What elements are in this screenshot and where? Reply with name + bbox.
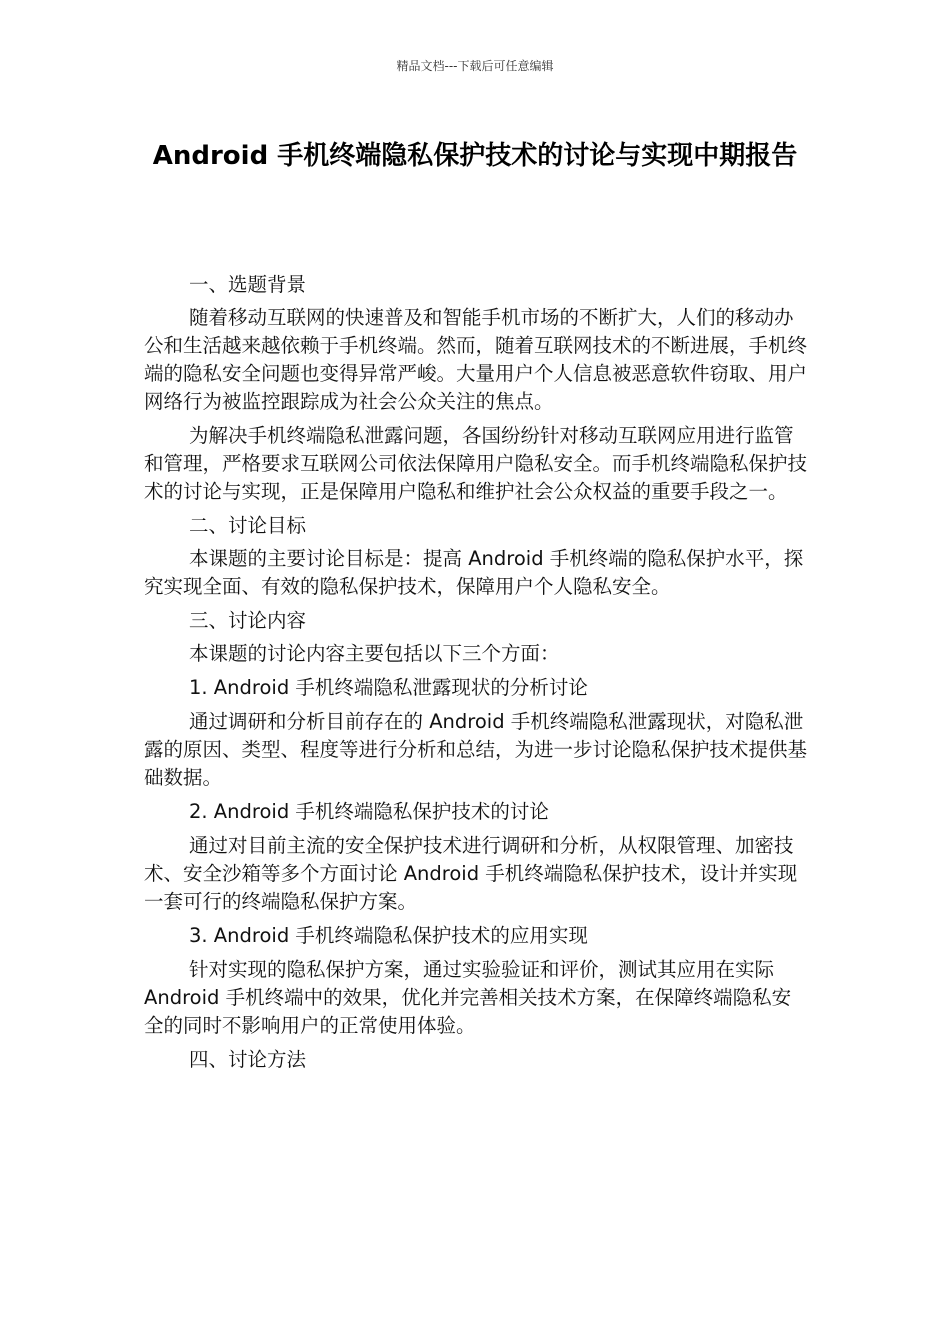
section-heading-goals: 二、讨论目标	[189, 514, 307, 537]
section-heading-content: 三、讨论内容	[189, 609, 307, 632]
paragraph-content-intro: 本课题的讨论内容主要包括以下三个方面：	[189, 642, 560, 665]
paragraph-background-1: 随着移动互联网的快速普及和智能手机市场的不断扩大，人们的移动办公和生活越来越依赖于手机终端。然而，随着互联网技术的不断进展，手机终端的隐私安全问题也变得异常严峻。大量用户个人信息被恶意软件窃取、用户网络行为被监控跟踪成为社会公众关注的焦点。	[144, 306, 808, 413]
content-item-1-title: 1. Android 手机终端隐私泄露现状的分析讨论	[189, 676, 588, 699]
document-title: Android 手机终端隐私保护技术的讨论与实现中期报告	[152, 141, 798, 171]
content-item-2-body: 通过对目前主流的安全保护技术进行调研和分析，从权限管理、加密技术、安全沙箱等多个方面讨论 Android 手机终端隐私保护技术，设计并实现一套可行的终端隐私保护方案。	[144, 834, 798, 913]
content-item-3-title: 3. Android 手机终端隐私保护技术的应用实现	[189, 924, 588, 947]
content-item-3-body: 针对实现的隐私保护方案，通过实验验证和评价，测试其应用在实际 Android 手机终端中的效果，优化并完善相关技术方案，在保障终端隐私安全的同时不影响用户的正常使用体验。	[144, 958, 792, 1037]
document-body	[144, 271, 808, 1079]
paragraph-goals: 本课题的主要讨论目标是：提高 Android 手机终端的隐私保护水平，探究实现全面、有效的隐私保护技术，保障用户个人隐私安全。	[144, 547, 804, 598]
section-heading-background: 一、选题背景	[189, 273, 307, 296]
paragraph-background-2: 为解决手机终端隐私泄露问题，各国纷纷针对移动互联网应用进行监管和管理，严格要求互联网公司依法保障用户隐私安全。而手机终端隐私保护技术的讨论与实现，正是保障用户隐私和维护社会公众权益的重要手段之一。	[144, 424, 808, 503]
page-header: 精品文档---下载后可任意编辑	[396, 59, 554, 73]
content-item-1-body: 通过调研和分析目前存在的 Android 手机终端隐私泄露现状，对隐私泄露的原因、类型、程度等进行分析和总结，为进一步讨论隐私保护技术提供基础数据。	[144, 710, 808, 789]
section-heading-methods: 四、讨论方法	[189, 1048, 307, 1071]
content-item-2-title: 2. Android 手机终端隐私保护技术的讨论	[189, 800, 549, 823]
